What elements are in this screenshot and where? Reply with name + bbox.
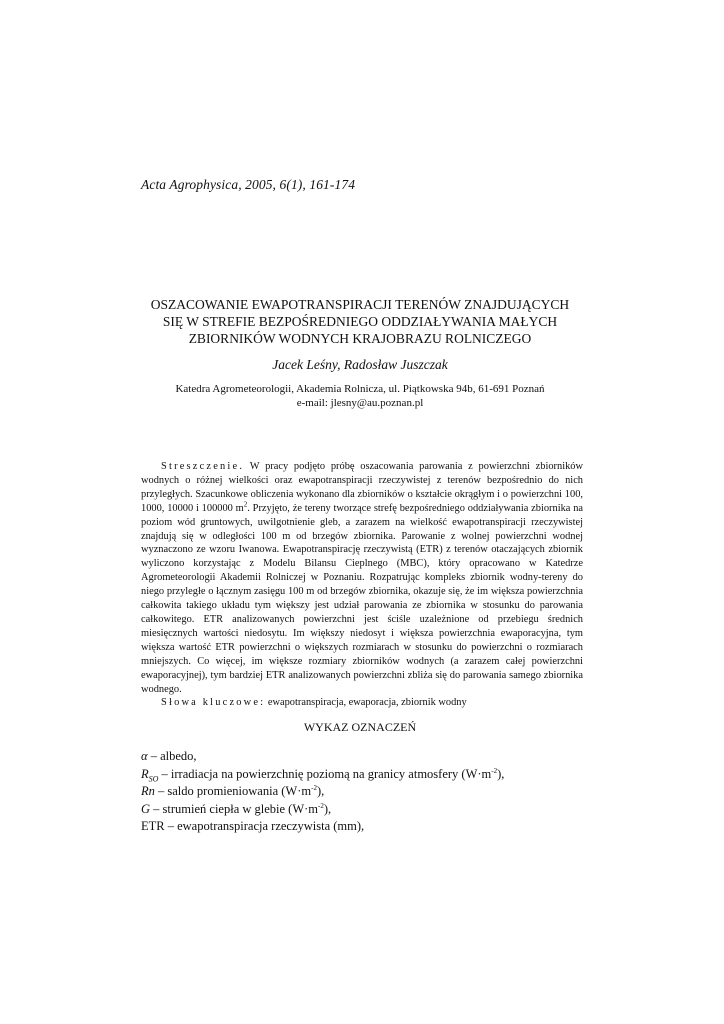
symbol-tail: ),: [497, 766, 505, 781]
symbol-entry: [141, 801, 504, 819]
abstract-text-continued: . Przyjęto, że tereny tworzące strefę bezpośredniego oddziaływania zbiornika na poziom wód gruntowych, uwilgotnienie gleb, a zarazem na wielkość ewapotranspiracji rzeczywistej znajdują się w odległości 100 m od brzegów zbiornika. Parowanie z wolnej powierzchni wodnej wyznaczono ze wzoru Iwanowa. Ewapotranspirację rzeczywistą (ETR) z terenów otaczających zbiornik wyliczono korzystając z Modelu Bilansu Cieplnego (MBC), który opracowano w Katedrze Agrometeorologii Akademii Rolniczej w Poznaniu. Rozpatrując kompleks zbiornik wodny-tereny do niego przyległe o łącznym zasięgu 100 m od brzegów zbiornika, okazuje się, że im większa powierzchnia całkowita takiego układu tym większy jest udział parowania ze zbiornika w stosunku do parowania całkowitego. ETR analizowanych powierzchni jest ściśle uzależnione od przebiegu średnich miesięcznych wartości niedosytu. Im większy niedosyt i większa powierzchnia ewaporacyjna, tym większa wartość ETR powierzchni o większych rozmiarach w stosunku do powierzchni o rozmiarach mniejszych. Co więcej, im większe rozmiary zbiorników wodnych (a zarazem całej powierzchni ewaporacyjnej), tym bardziej ETR analizowanych powierzchni zbliża się do parowania samego zbiornika wodnego.: [141, 502, 584, 695]
symbol-entry: [141, 818, 504, 836]
title-line: SIĘ W STREFIE BEZPOŚREDNIEGO ODDZIAŁYWANIA MAŁYCH: [162, 314, 558, 329]
keywords-text: ewapotranspiracja, ewaporacja, zbiornik wodny: [265, 697, 467, 709]
section-heading: WYKAZ OZNACZEŃ: [303, 720, 417, 734]
symbol: R: [141, 766, 149, 781]
unit-superscript: -2: [311, 784, 317, 793]
keywords-label: Słowa kluczowe:: [161, 697, 266, 709]
symbol-description: – irradiacja na powierzchnię poziomą na granicy atmosfery (W·m: [158, 766, 492, 781]
affiliation-address: Katedra Agrometeorologii, Akademia Rolnicza, ul. Piątkowska 94b, 61-691 Poznań: [175, 383, 545, 395]
abstract: [141, 460, 583, 710]
author-list: Jacek Leśny, Radosław Juszczak: [272, 357, 448, 372]
unit-superscript: -2: [491, 766, 498, 775]
affiliation: [120, 382, 600, 410]
symbol-description: – strumień ciepła w glebie (W·m: [150, 801, 319, 816]
abstract-paragraph: [141, 460, 583, 696]
title-line: ZBIORNIKÓW WODNYCH KRAJOBRAZU ROLNICZEGO: [188, 331, 532, 346]
symbol-subscript: SO: [148, 774, 159, 784]
title-line: OSZACOWANIE EWAPOTRANSPIRACJI TERENÓW ZNAJDUJĄCYCH: [150, 297, 570, 312]
keywords: [141, 696, 583, 710]
symbol-tail: ),: [323, 801, 332, 816]
symbol: α: [141, 749, 148, 763]
abstract-label: Streszczenie.: [161, 461, 245, 472]
symbol: ETR: [141, 819, 165, 834]
paper-title: [120, 296, 600, 347]
symbol: G: [141, 801, 151, 816]
symbol-list: [141, 748, 504, 836]
abstract-text: W pracy podjęto próbę oszacowania parowania z powierzchni zbiorników wodnych o różnej wielkości oraz ewapotranspiracji rzeczywistej z terenów bezpośrednio do nich przyległych. Szacunkowe obliczenia wykonano dla zbiorników o kształcie okrągłym i o powierzchni 100, 1000, 10000 i 100000 m: [141, 461, 583, 514]
symbol: Rn: [141, 784, 155, 799]
symbol-tail: ),: [316, 784, 325, 799]
symbol-description: – albedo,: [147, 749, 197, 763]
abstract-superscript: 2: [243, 500, 248, 509]
symbol-description: – saldo promieniowania (W·m: [154, 784, 312, 799]
symbol-entry: [141, 748, 504, 766]
affiliation-email: e-mail: jlesny@au.poznan.pl: [296, 397, 424, 409]
symbol-entry: [141, 766, 504, 784]
unit-superscript: -2: [318, 801, 324, 810]
symbol-description: – ewapotranspiracja rzeczywista (mm),: [164, 819, 365, 834]
journal-reference: Acta Agrophysica, 2005, 6(1), 161-174: [141, 177, 356, 192]
symbol-entry: [141, 783, 504, 801]
